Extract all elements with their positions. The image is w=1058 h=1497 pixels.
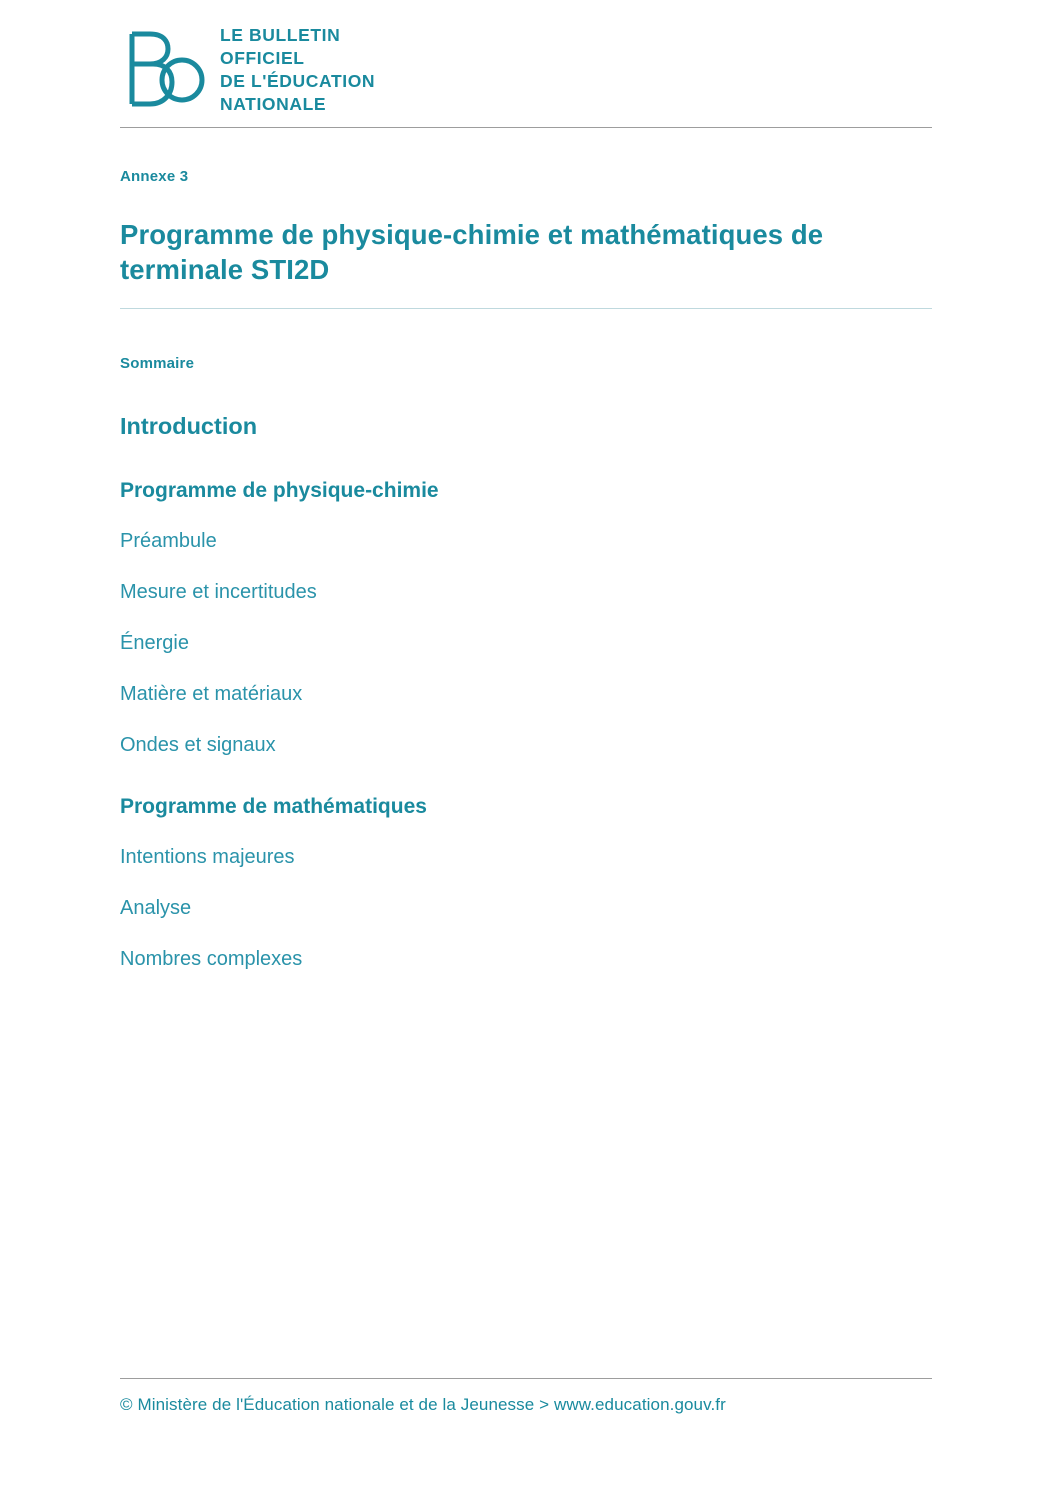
toc-entry-nombres-complexes[interactable]: Nombres complexes	[120, 947, 303, 970]
footer-text: © Ministère de l'Éducation nationale et de la Jeunesse > www.education.gouv.fr	[120, 1395, 726, 1414]
annexe-label: Annexe 3	[120, 168, 189, 185]
page-title	[120, 217, 932, 287]
bo-logo-line-2: OFFICIEL	[220, 48, 305, 69]
page-title-line-2: terminale STI2D	[120, 254, 330, 286]
bo-logo-line-3: DE L'ÉDUCATION	[220, 71, 376, 92]
toc-entry-mesure-et-incertitudes[interactable]: Mesure et incertitudes	[120, 580, 317, 603]
title-divider	[120, 308, 932, 309]
document-content	[120, 168, 932, 971]
toc-entry-introduction[interactable]: Introduction	[120, 413, 258, 440]
toc-entry-ondes-et-signaux[interactable]: Ondes et signaux	[120, 733, 276, 756]
bo-logo-icon	[120, 26, 206, 112]
table-of-contents	[120, 412, 932, 971]
toc-entry-preambule[interactable]: Préambule	[120, 529, 217, 552]
page-title-line-1: Programme de physique-chimie et mathématiques de	[120, 219, 824, 250]
document-header	[120, 22, 932, 126]
toc-entry-programme-mathematiques[interactable]: Programme de mathématiques	[120, 794, 427, 818]
footer-divider	[120, 1378, 932, 1379]
toc-entry-analyse[interactable]: Analyse	[120, 896, 192, 919]
toc-entry-matiere-et-materiaux[interactable]: Matière et matériaux	[120, 682, 303, 705]
sommaire-label: Sommaire	[120, 355, 195, 373]
toc-entry-programme-physique-chimie[interactable]: Programme de physique-chimie	[120, 478, 439, 502]
header-divider	[120, 127, 932, 128]
bo-logo-line-1: LE BULLETIN	[220, 25, 341, 45]
toc-entry-intentions-majeures[interactable]: Intentions majeures	[120, 845, 295, 868]
bo-logo-line-4: NATIONALE	[220, 94, 327, 115]
toc-entry-energie[interactable]: Énergie	[120, 631, 189, 654]
bo-logo	[120, 22, 932, 116]
bo-logo-text	[220, 22, 375, 116]
